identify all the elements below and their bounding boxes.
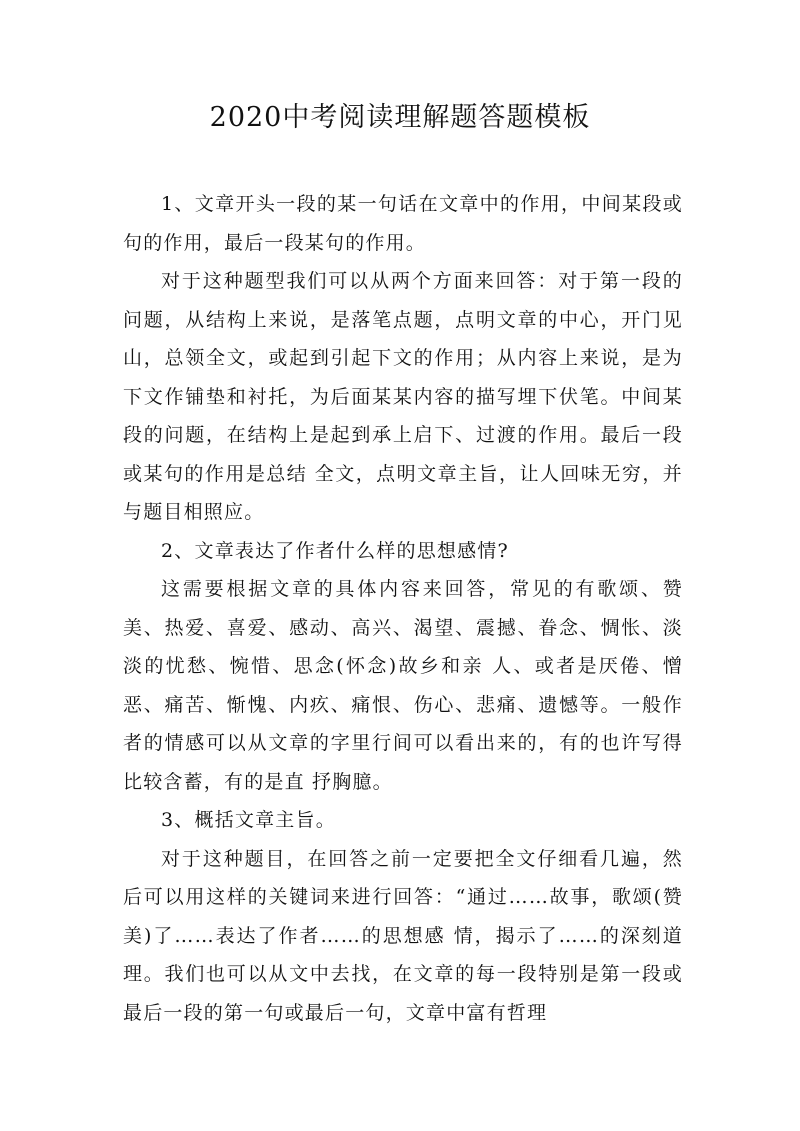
paragraph-question-1: 1、文章开头一段的某一句话在文章中的作用，中间某段或句的作用，最后一段某句的作用。 [123,193,683,254]
page-title: 2020中考阅读理解题答题模板 [209,102,591,133]
paragraph-answer-3: 对于这种题目，在回答之前一定要把全文仔细看几遍，然后可以用这样的关键词来进行回答：“通过……故事，歌颂(赞美)了……表达了作者……的思想感 情，揭示了……的深刻道理。我们也可以从文中去找，在文章的每一段特别是第一段或最后一段的第一句或最后一句，文章中富有哲理 [123,847,683,1024]
paragraph-answer-2: 这需要根据文章的具体内容来回答，常见的有歌颂、赞美、热爱、喜爱、感动、高兴、渴望、震撼、眷念、惆怅、淡淡的忧愁、惋惜、思念(怀念)故乡和亲 人、或者是厌倦、憎恶、痛苦、惭愧、内疚、痛恨、伤心、悲痛、遗憾等。一般作者的情感可以从文章的字里行间可以看出来的，有的也许写得比较含蓄，有的是直 抒胸臆。 [123,578,683,793]
document-body [123,185,683,1032]
paragraph-question-2: 2、文章表达了作者什么样的思想感情? [161,539,509,562]
paragraph-question-3: 3、概括文章主旨。 [161,809,336,831]
paragraph-answer-1: 对于这种题型我们可以从两个方面来回答：对于第一段的问题，从结构上来说，是落笔点题，点明文章的中心，开门见山，总领全文，或起到引起下文的作用；从内容上来说，是为下文作铺垫和衬托，为后面某某内容的描写埋下伏笔。中间某段的问题，在结构上是起到承上启下、过渡的作用。最后一段或某句的作用是总结 全文，点明文章主旨，让人回味无穷，并与题目相照应。 [123,270,683,523]
